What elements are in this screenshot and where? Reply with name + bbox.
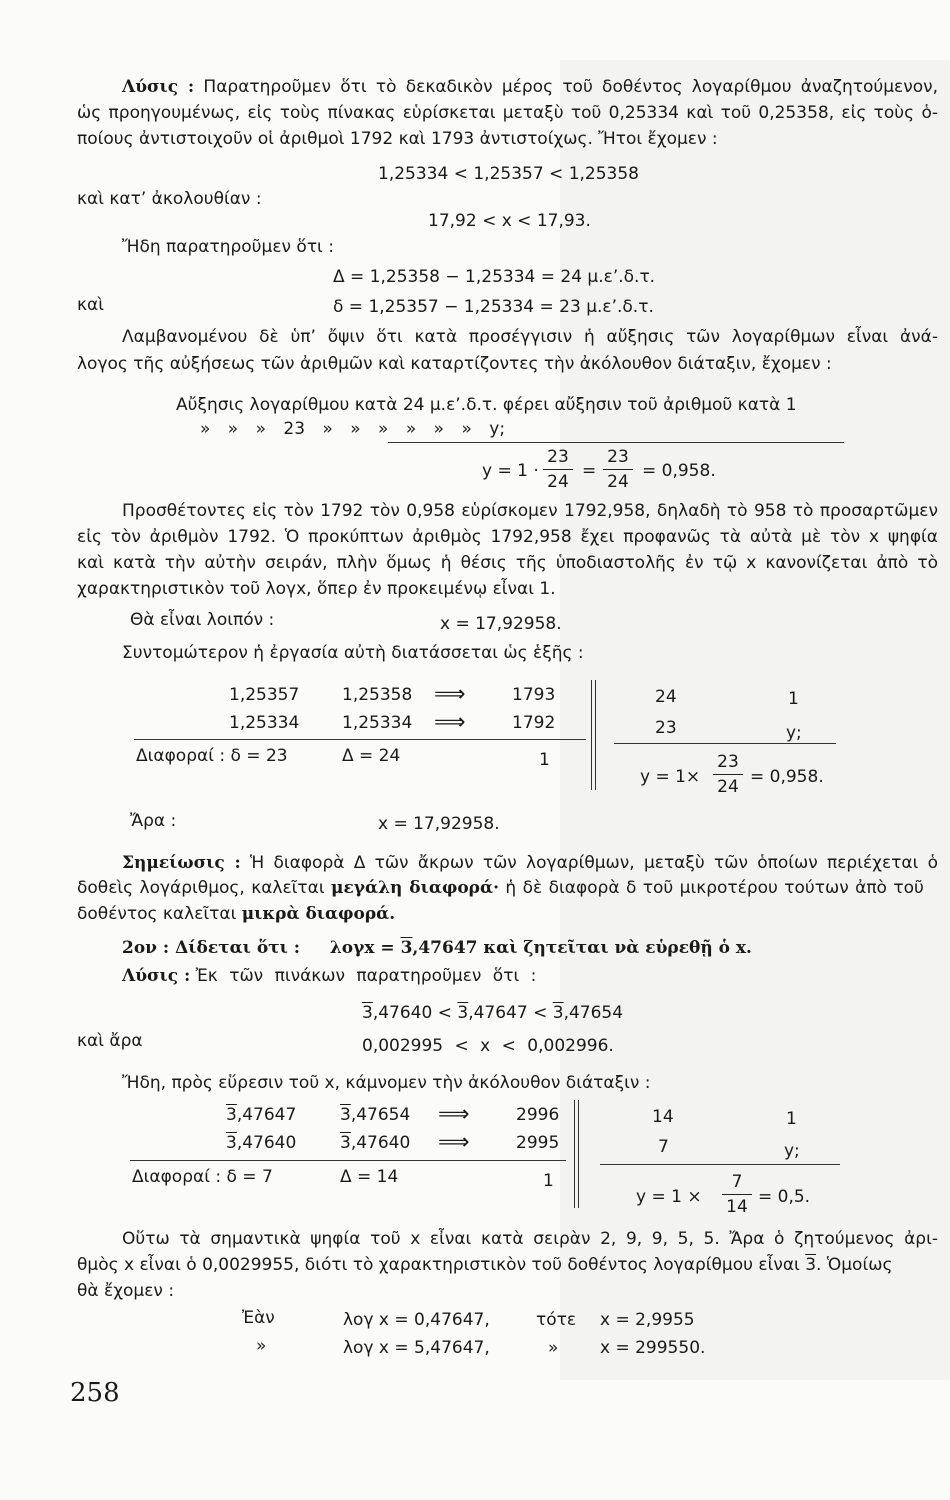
t2-num: ,47647 [236, 1105, 297, 1125]
remark-line3 [77, 903, 395, 925]
t1-double-rule-a [591, 680, 592, 790]
concl-line3: θὰ ἔχομεν : [77, 1281, 175, 1301]
frac-den: 24 [607, 472, 629, 492]
t2-double-rule-b [578, 1100, 579, 1208]
pros-line3: καὶ κατὰ τὴν αὐτὴν σειράν, πλὴν ὅμως ἡ θέσις τῆς ὑποδιαστολῆς ἐν τῷ x κανονίζεται ἀπὸ τὸ [77, 553, 938, 573]
concl-line2 [77, 1254, 892, 1276]
ean-label: Ἐὰν [242, 1308, 275, 1328]
kai-kat-akolouthian: καὶ κατ’ ἀκολουθίαν : [77, 189, 262, 209]
t1-right-rule [614, 743, 836, 744]
bar3: 3 [226, 1133, 237, 1153]
tha-value: x = 17,92958. [440, 614, 562, 634]
p1-line3: ποίους ἀντιστοιχοῦν οἱ ἀριθμοὶ 1792 καὶ 1793 ἀντιστοίχως. Ἤτοι ἔχομεν : [77, 129, 718, 149]
t1-r1-c4: 1793 [512, 685, 556, 705]
pros-line4: χαρακτηριστικὸν τοῦ λογx, ὅπερ ἐν προκειμένῳ εἶναι 1. [77, 579, 556, 599]
auxesis-line1: Αὔξησις λογαρίθμου κατὰ 24 μ.ε’.δ.τ. φέρει αὔξησιν τοῦ ἀριθμοῦ κατὰ 1 [176, 395, 797, 415]
t1-ara-value: x = 17,92958. [378, 814, 500, 834]
lamb-line1: Λαμβανομένου δὲ ὑπ’ ὄψιν ὅτι κατὰ προσέγγισιν ἡ αὔξησις τῶν λογαρίθμων εἶναι ἀνά- [122, 327, 938, 347]
tha-label: Θὰ εἶναι λοιπόν : [130, 610, 275, 630]
t2-right-rule [600, 1164, 840, 1165]
p1-line2: ὡς προηγουμένως, εἰς τοὺς πίνακας εὑρίσκεται μεταξὺ τοῦ 0,25334 καὶ τοῦ 0,25358, εἰς τοὺς ὁ- [77, 103, 938, 123]
frac-den: 24 [547, 472, 569, 492]
x-result-2: x = 299550. [600, 1338, 706, 1358]
remark-line1 [122, 852, 938, 874]
t1-y-lhs: y = 1× [640, 767, 701, 787]
big-diff-term: μεγάλη διαφορά· [331, 878, 499, 898]
t1-left-rule [134, 739, 586, 740]
t2-right2-a: 7 [658, 1137, 669, 1157]
t1-right2-a: 23 [655, 718, 677, 738]
fraction-23-24-b [603, 447, 633, 492]
bar3: 3 [340, 1133, 351, 1153]
example2-heading [122, 937, 752, 959]
frac-num: 23 [717, 752, 739, 772]
ex2-log: λογx = [329, 938, 401, 958]
p1-line1-text: Παρατηροῦμεν ὅτι τὸ δεκαδικὸν μέρος τοῦ δοθέντος λογαρίθμου ἀναζητούμενον, [203, 77, 938, 97]
concl-line2a: θμὸς x εἶναι ὁ 0,0029955, διότι τὸ χαρακτηριστικὸν τοῦ δοθέντος λογαρίθμου εἶναι [77, 1255, 806, 1275]
t2-r2-arrow: ⟹ [438, 1130, 470, 1155]
t2-right2-b: y; [784, 1141, 800, 1161]
quote-mark-2: » [548, 1338, 559, 1358]
t1-r1-c1: 1,25357 [229, 685, 300, 705]
bar3: 3 [226, 1105, 237, 1125]
t2-num: ,47640 [350, 1133, 411, 1153]
t1-diff-one: 1 [539, 750, 550, 770]
remark-line1-text: Ἡ διαφορὰ Δ τῶν ἄκρων τῶν λογαρίθμων, μεταξὺ τῶν ὁποίων περιέχεται ὁ [250, 853, 938, 873]
small-diff-term: μικρὰ διαφορά. [241, 904, 396, 924]
p1-line1 [122, 76, 938, 98]
auxesis-rule [388, 442, 844, 443]
remark-label: Σημείωσις : [122, 853, 241, 873]
t1-y-rhs: = 0,958. [750, 767, 824, 787]
t2-y-rhs: = 0,5. [758, 1187, 811, 1207]
ex2-inequality-2: 0,002995 < x < 0,002996. [362, 1036, 614, 1056]
t1-diff-small: Διαφοραί : δ = 23 [136, 746, 288, 766]
t2-r2-c2 [340, 1132, 410, 1154]
ex2-bar3: 3 [400, 938, 413, 958]
ex2-solution-label: Λύσις : [122, 966, 191, 986]
t1-r1-arrow: ⟹ [434, 682, 466, 707]
t1-right1-a: 24 [655, 687, 677, 707]
t2-fraction [722, 1172, 752, 1217]
t1-r2-arrow: ⟹ [434, 710, 466, 735]
t2-r1-c1 [226, 1104, 296, 1126]
bar3: 3 [362, 1003, 373, 1023]
t2-diff-one: 1 [543, 1171, 554, 1191]
ede-line: Ἤδη παρατηροῦμεν ὅτι : [122, 237, 334, 257]
ineq-part: ,47647 < [468, 1003, 553, 1023]
frac-num: 23 [607, 447, 629, 467]
t2-r2-c1 [226, 1132, 296, 1154]
ex2-ede: Ἤδη, πρὸς εὕρεσιν τοῦ x, κάμνομεν τὴν ἀκόλουθον διάταξιν : [122, 1073, 651, 1093]
page-number: 258 [70, 1378, 120, 1408]
t1-fraction [713, 752, 743, 797]
t1-double-rule-b [595, 680, 596, 790]
frac-num: 23 [547, 447, 569, 467]
frac-num: 7 [731, 1172, 743, 1192]
t2-left-rule [130, 1160, 566, 1161]
kai-label: καὶ [77, 295, 104, 315]
concl-line2b: . Ὁμοίως [816, 1255, 893, 1275]
t2-y-lhs: y = 1 × [636, 1187, 702, 1207]
fraction-23-24-a [543, 447, 573, 492]
frac-den: 14 [726, 1197, 748, 1217]
t2-r1-c2 [340, 1104, 410, 1126]
remark-line2 [77, 877, 924, 899]
ex2-given: 2ον : Δίδεται ὅτι : [122, 938, 301, 958]
auxesis-line2: » » » 23 » » » » » » y; [200, 419, 506, 439]
ineq-part: ,47640 < [372, 1003, 458, 1023]
inequality-2: 17,92 < x < 17,93. [428, 211, 591, 231]
t2-right1-b: 1 [786, 1109, 797, 1129]
t1-r2-c4: 1792 [512, 713, 556, 733]
remark-line3a: δοθέντος καλεῖται [77, 904, 237, 924]
t2-r2-c4: 2995 [516, 1133, 560, 1153]
equals-sign: = [582, 461, 597, 481]
log-line1: λογ x = 0,47647, [343, 1310, 490, 1330]
ex2-solution-line [122, 965, 536, 987]
bleed-through-shadow [560, 60, 950, 1380]
t2-r1-arrow: ⟹ [438, 1102, 470, 1127]
ex2-rest: ,47647 καὶ ζητεῖται νὰ εὑρεθῇ ὁ x. [412, 938, 752, 958]
quote-mark-1: » [256, 1336, 267, 1356]
y-lhs: y = 1 · [482, 461, 539, 481]
concl-line1: Οὕτω τὰ σημαντικὰ ψηφία τοῦ x εἶναι κατὰ σειρὰν 2, 9, 9, 5, 5. Ἄρα ὁ ζητούμενος ἀρι- [122, 1229, 938, 1249]
remark-line2a: δοθεὶς λογάριθμος, καλεῖται [77, 878, 325, 898]
t2-diff-big: Δ = 14 [340, 1167, 399, 1187]
frac-den: 24 [717, 777, 739, 797]
inequality-1: 1,25334 < 1,25357 < 1,25358 [378, 164, 640, 184]
t2-num: ,47654 [350, 1105, 411, 1125]
lamb-line2: λογος τῆς αὐξήσεως τῶν ἀριθμῶν καὶ καταρτίζοντες τὴν ἀκόλουθον διάταξιν, ἔχομεν : [77, 354, 832, 374]
kai-ara: καὶ ἄρα [77, 1031, 143, 1051]
ex2-intro: Ἐκ τῶν πινάκων παρατηροῦμεν ὅτι : [195, 966, 537, 986]
t2-right1-a: 14 [652, 1107, 674, 1127]
t1-r2-c2: 1,25334 [342, 713, 413, 733]
t1-right2-b: y; [786, 723, 802, 743]
pros-line1: Προσθέτοντες εἰς τὸν 1792 τὸν 0,958 εὑρίσκομεν 1792,958, δηλαδὴ τὸ 958 τὸ προσαρτῶμεν [122, 501, 938, 521]
t1-r1-c2: 1,25358 [342, 685, 413, 705]
log-line2: λογ x = 5,47647, [343, 1338, 490, 1358]
t1-diff-big: Δ = 24 [342, 746, 401, 766]
x-result-1: x = 2,9955 [600, 1310, 695, 1330]
tote-label: τότε [536, 1310, 577, 1330]
t2-diff-small: Διαφοραί : δ = 7 [132, 1167, 273, 1187]
pros-line2: εἰς τὸν ἀριθμὸν 1792. Ὁ προκύπτων ἀριθμὸς 1792,958 ἔχει προφανῶς τὰ αὐτὰ μὲ τὸν x ψηφία [77, 527, 938, 547]
t2-num: ,47640 [236, 1133, 297, 1153]
t2-r1-c4: 2996 [516, 1105, 560, 1125]
bar3: 3 [805, 1255, 817, 1275]
bar3: 3 [340, 1105, 351, 1125]
syntom-line: Συντομώτερον ἡ ἐργασία αὐτὴ διατάσσεται ὡς ἑξῆς : [122, 643, 584, 663]
ex2-inequality-1 [362, 1002, 623, 1024]
t1-ara: Ἄρα : [130, 811, 177, 831]
t1-r2-c1: 1,25334 [229, 713, 300, 733]
small-difference: δ = 1,25357 − 1,25334 = 23 μ.ε’.δ.τ. [333, 297, 654, 317]
bar3: 3 [552, 1003, 564, 1023]
ineq-part: ,47654 [563, 1003, 624, 1023]
t1-right1-b: 1 [788, 689, 799, 709]
remark-line2c: ἡ δὲ διαφορὰ δ τοῦ μικροτέρου τούτων ἀπὸ τοῦ [505, 878, 924, 898]
solution-label: Λύσις : [122, 77, 195, 97]
big-difference: Δ = 1,25358 − 1,25334 = 24 μ.ε’.δ.τ. [333, 267, 656, 287]
bar3: 3 [457, 1003, 469, 1023]
y-rhs: = 0,958. [642, 461, 716, 481]
t2-double-rule-a [574, 1100, 575, 1208]
